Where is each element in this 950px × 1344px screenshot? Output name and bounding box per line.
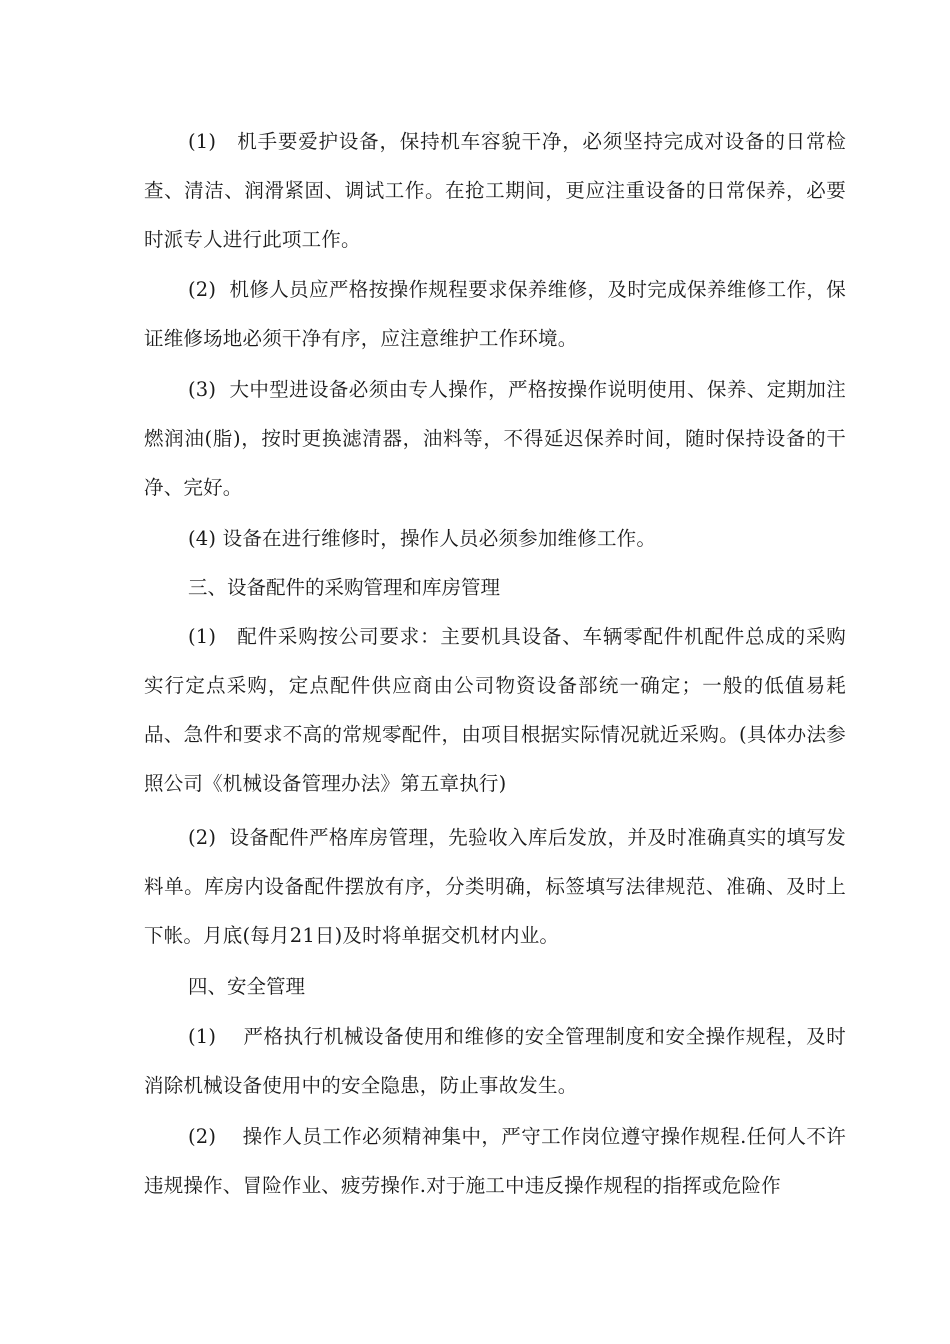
paragraph-4-1 (144, 1012, 846, 1110)
item-number: (2) (188, 278, 217, 301)
paragraph-1-2 (144, 265, 846, 363)
paragraph-3-1 (144, 612, 846, 808)
item-gap (216, 278, 229, 301)
paragraph-text: 机修人员应严格按操作规程要求保养维修，及时完成保养维修工作，保证维修场地必须干净有序，应注意维护工作环境。 (144, 278, 846, 350)
item-gap (216, 378, 229, 401)
section-4-title: 四、安全管理 (188, 975, 306, 998)
section-3-title: 三、设备配件的采购管理和库房管理 (188, 576, 501, 599)
paragraph-3-2 (144, 813, 846, 960)
item-gap (216, 1025, 243, 1048)
paragraph-text: 设备在进行维修时，操作人员必须参加维修工作。 (222, 527, 657, 550)
item-number: (4) (188, 527, 217, 550)
item-number: (1) (188, 130, 217, 153)
item-number: (2) (188, 826, 217, 849)
paragraph-1-1 (144, 117, 846, 264)
item-gap (216, 826, 229, 849)
item-gap (216, 130, 237, 153)
paragraph-text: 操作人员工作必须精神集中，严守工作岗位遵守操作规程.任何人不许违规操作、冒险作业、疲劳操作.对于施工中违反操作规程的指挥或危险作 (144, 1125, 846, 1197)
item-number: (1) (188, 625, 217, 648)
paragraph-text: 大中型进设备必须由专人操作，严格按操作说明使用、保养、定期加注燃润油(脂)，按时更换滤清器，油料等，不得延迟保养时间，随时保持设备的干净、完好。 (144, 378, 846, 499)
item-number: (3) (188, 378, 217, 401)
paragraph-1-4 (144, 514, 846, 563)
paragraph-4-2 (144, 1112, 846, 1210)
item-number: (2) (188, 1125, 217, 1148)
paragraph-text: 设备配件严格库房管理，先验收入库后发放，并及时准确真实的填写发料单。库房内设备配件摆放有序，分类明确，标签填写法律规范、准确、及时上下帐。月底(每月21日)及时将单据交机材内业。 (144, 826, 846, 947)
paragraph-text: 配件采购按公司要求：主要机具设备、车辆零配件机配件总成的采购实行定点采购，定点配件供应商由公司物资设备部统一确定；一般的低值易耗品、急件和要求不高的常规零配件，由项目根据实际情况就近采购。(具体办法参照公司《机械设备管理办法》第五章执行) (144, 625, 846, 795)
item-number: (1) (188, 1025, 217, 1048)
paragraph-text: 严格执行机械设备使用和维修的安全管理制度和安全操作规程，及时消除机械设备使用中的安全隐患，防止事故发生。 (144, 1025, 846, 1097)
paragraph-text: 机手要爱护设备，保持机车容貌干净，必须坚持完成对设备的日常检查、清洁、润滑紧固、调试工作。在抢工期间，更应注重设备的日常保养，必要时派专人进行此项工作。 (144, 130, 846, 251)
paragraph-1-3 (144, 365, 846, 512)
item-gap (216, 625, 237, 648)
item-gap (216, 1125, 242, 1148)
